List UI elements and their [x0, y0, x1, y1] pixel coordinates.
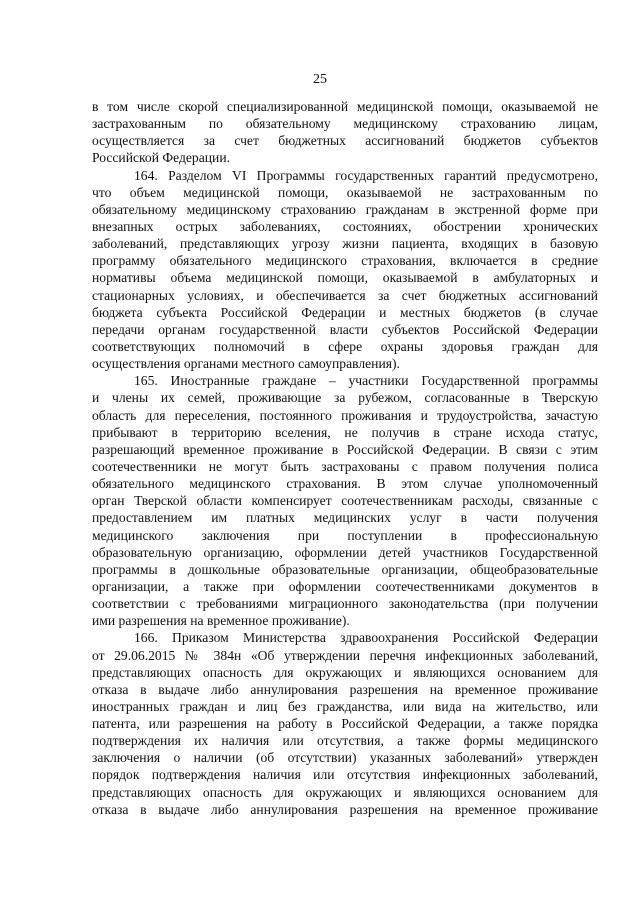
text-line: заключения о наличии (об отсутствии) указанных заболеваний» утвержден: [92, 750, 598, 766]
document-body: [92, 98, 598, 818]
text-line: соотечественники не могут быть застрахованы с правом получения полиса: [92, 458, 598, 474]
text-line: программу обязательного медицинского страхования, включается в средние: [92, 253, 598, 269]
text-line: что объем медицинской помощи, оказываемой не застрахованным по: [92, 184, 598, 200]
text-line: заболеваний, представляющих угрозу жизни пациента, входящих в базовую: [92, 236, 598, 252]
text-line: и члены их семей, проживающие за рубежом, согласованные в Тверскую: [92, 390, 598, 406]
paragraph: [92, 98, 598, 167]
text-line: нормативы объема медицинской помощи, оказываемой в амбулаторных и: [92, 270, 598, 286]
text-line: осуществления органами местного самоуправления).: [92, 356, 400, 372]
text-line: предоставлением им платных медицинских услуг в части получения: [92, 510, 598, 526]
text-line: подтверждения их наличия или отсутствия, а также формы медицинского: [92, 733, 598, 749]
paragraph: [92, 629, 598, 818]
text-line: образовательную организацию, оформлении детей участников Государственной: [92, 544, 598, 560]
page-number: 25: [313, 72, 327, 87]
paragraph: [92, 167, 598, 373]
text-line: передачи органам государственной власти субъектов Российской Федерации: [92, 321, 598, 337]
text-line: представляющих опасность для окружающих и являющихся основанием для: [92, 784, 598, 800]
text-line: обязательного медицинского страхования. В этом случае уполномоченный: [92, 476, 598, 492]
text-line: разрешающий временное проживание в Российской Федерации. В связи с этим: [92, 441, 598, 457]
text-line: бюджета субъекта Российской Федерации и местных бюджетов (в случае: [92, 304, 598, 320]
text-line: отказа в выдаче либо аннулирования разрешения на временное проживание: [92, 681, 598, 697]
text-line: 166. Приказом Министерства здравоохранения Российской Федерации: [134, 630, 598, 646]
text-line: медицинского заключения при поступлении в профессиональную: [92, 527, 598, 543]
text-line: отказа в выдаче либо аннулирования разрешения на временное проживание: [92, 801, 598, 817]
text-line: представляющих опасность для окружающих и являющихся основанием для: [92, 664, 598, 680]
text-line: Российской Федерации.: [92, 150, 230, 166]
text-line: ими разрешения на временное проживание).: [92, 613, 350, 629]
text-line: обязательному медицинскому страхованию гражданам в экстренной форме при: [92, 201, 598, 217]
text-line: соответствующих полномочий в сфере охраны здоровья граждан для: [92, 338, 598, 354]
text-line: 165. Иностранные граждане – участники Государственной программы: [134, 373, 598, 389]
text-line: орган Тверской области компенсирует соотечественникам расходы, связанные с: [92, 493, 598, 509]
text-line: стационарных условиях, и обеспечивается за счет бюджетных ассигнований: [92, 287, 598, 303]
text-line: соответствии с требованиями миграционного законодательства (при получении: [92, 596, 598, 612]
text-line: область для переселения, постоянного проживания и трудоустройства, зачастую: [92, 407, 598, 423]
paragraph: [92, 372, 598, 629]
text-line: организации, а также при оформлении соотечественниками документов в: [92, 578, 598, 594]
text-line: прибывают в территорию вселения, не получив в стране исхода статус,: [92, 424, 598, 440]
text-line: иностранных граждан и лиц без гражданства, или вида на жительство, или: [92, 698, 598, 714]
text-line: в том числе скорой специализированной медицинской помощи, оказываемой не: [92, 99, 598, 114]
text-line: программы в дошкольные образовательные организации, общеобразовательные: [92, 561, 598, 577]
text-line: от 29.06.2015 № 384н «Об утверждении перечня инфекционных заболеваний,: [92, 647, 598, 663]
text-line: внезапных острых заболеваниях, состояниях, обострении хронических: [92, 218, 598, 234]
text-line: осуществляется за счет бюджетных ассигнований бюджетов субъектов: [92, 133, 598, 149]
text-line: застрахованным по обязательному медицинскому страхованию лицам,: [92, 116, 598, 132]
text-line: порядок подтверждения наличия или отсутствия инфекционных заболеваний,: [92, 767, 598, 783]
text-line: 164. Разделом VI Программы государственных гарантий предусмотрено,: [134, 167, 598, 183]
text-line: патента, или разрешения на работу в Российской Федерации, а также порядка: [92, 716, 598, 732]
